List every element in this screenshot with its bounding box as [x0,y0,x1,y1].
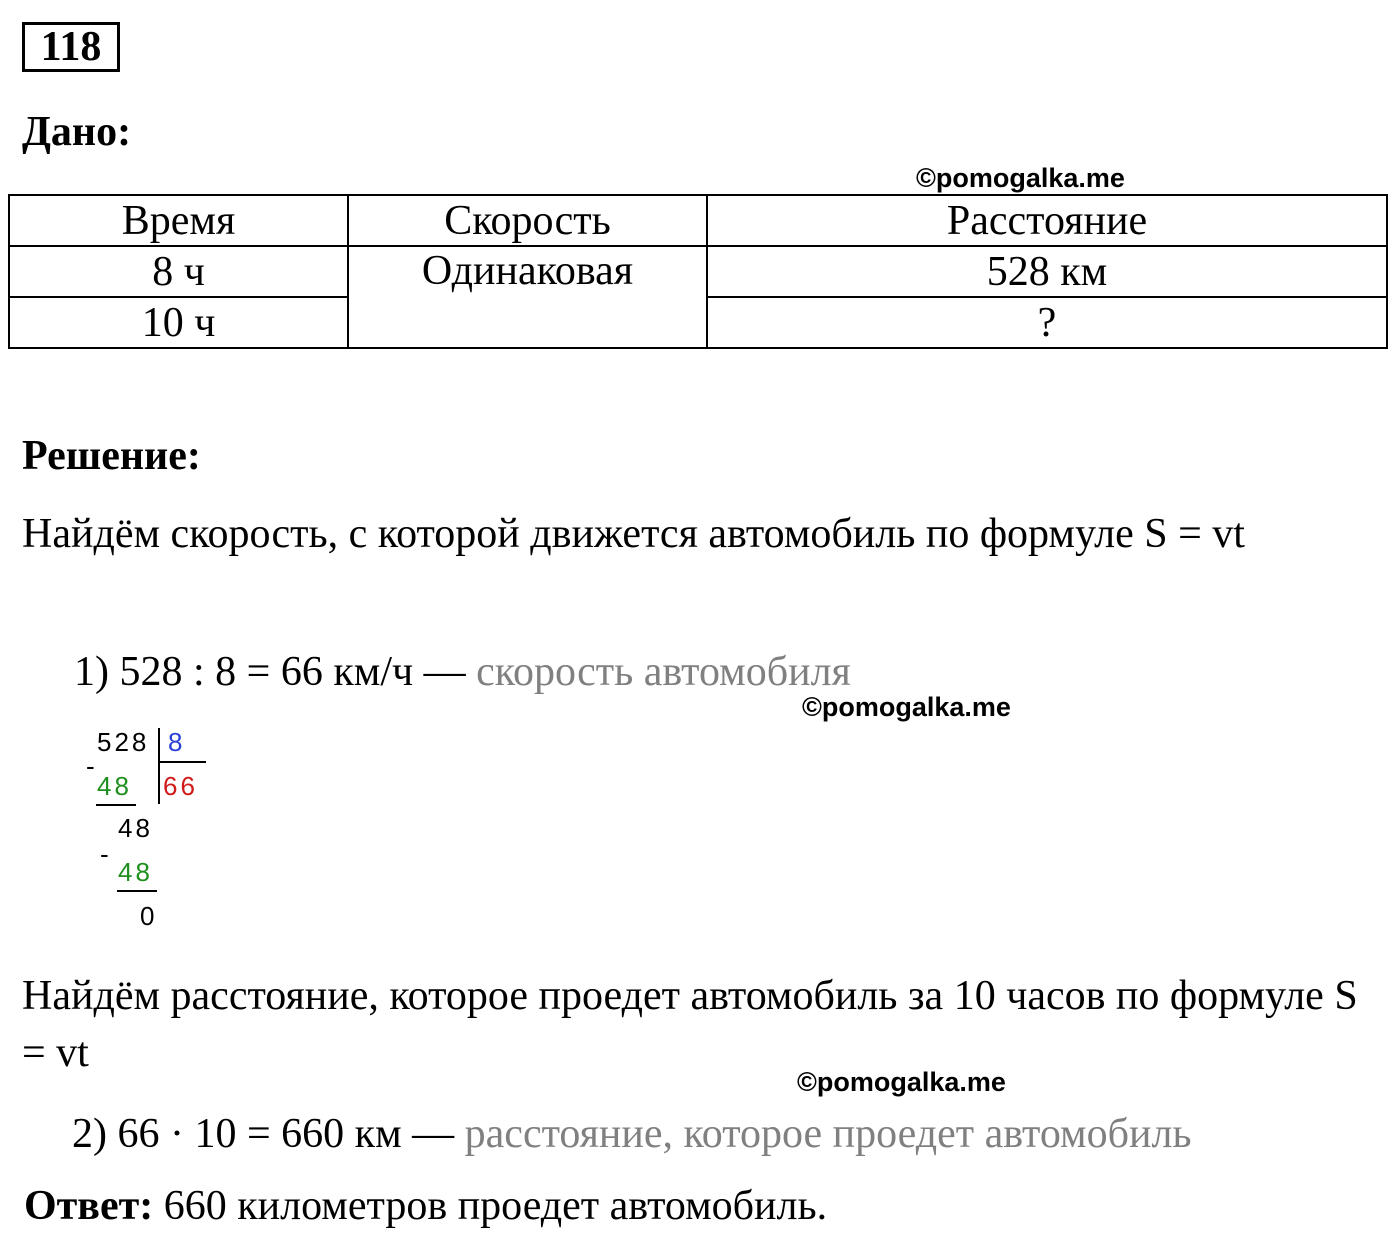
cell-time: 8 ч [9,246,348,297]
remainder-1: 48 [118,813,153,843]
subtrahend-2: 48 [118,857,153,887]
subtraction-line-1 [96,804,136,806]
division-vertical-line [158,728,160,804]
cell-distance: ? [707,297,1387,348]
paragraph-find-distance: Найдём расстояние, которое проедет автомобиль за 10 часов по формуле S = vt [22,973,1358,1076]
task-number: 118 [22,22,120,72]
subtraction-line-2 [117,890,157,892]
table-row [9,246,1387,297]
solution-heading: Решение: [22,433,201,479]
dividend: 528 [97,727,150,757]
header-speed: Скорость [348,195,707,246]
watermark-bottom: ©pomogalka.me [797,1067,1006,1097]
step-1 [74,648,851,696]
answer-label: Ответ: [24,1183,154,1229]
remainder-2: 0 [140,901,158,931]
watermark-top: ©pomogalka.me [916,163,1125,193]
minus-sign: - [86,751,98,781]
divisor: 8 [168,727,186,757]
division-quotient-line [158,761,206,763]
step-2-comment: расстояние, которое проедет автомобиль [464,1111,1192,1157]
header-distance: Расстояние [707,195,1387,246]
header-time: Время [9,195,348,246]
quotient: 66 [163,771,198,801]
given-heading: Дано: [22,109,132,155]
subtrahend-1: 48 [97,771,132,801]
step-1-expression: 1) 528 : 8 = 66 км/ч — [74,649,466,695]
table-header-row [9,195,1387,246]
answer-text: 660 километров проедет автомобиль. [163,1183,828,1229]
watermark-middle: ©pomogalka.me [802,692,1011,722]
cell-speed-merged: Одинаковая [348,246,707,348]
cell-time: 10 ч [9,297,348,348]
step-1-comment: скорость автомобиля [476,649,851,695]
answer [24,1182,827,1230]
minus-sign: - [100,839,112,869]
given-table [8,194,1388,349]
step-2 [72,1110,1192,1158]
step-2-expression: 2) 66 · 10 = 660 км — [72,1111,455,1157]
paragraph-find-speed: Найдём скорость, с которой движется автомобиль по формуле S = vt [22,511,1245,557]
cell-distance: 528 км [707,246,1387,297]
